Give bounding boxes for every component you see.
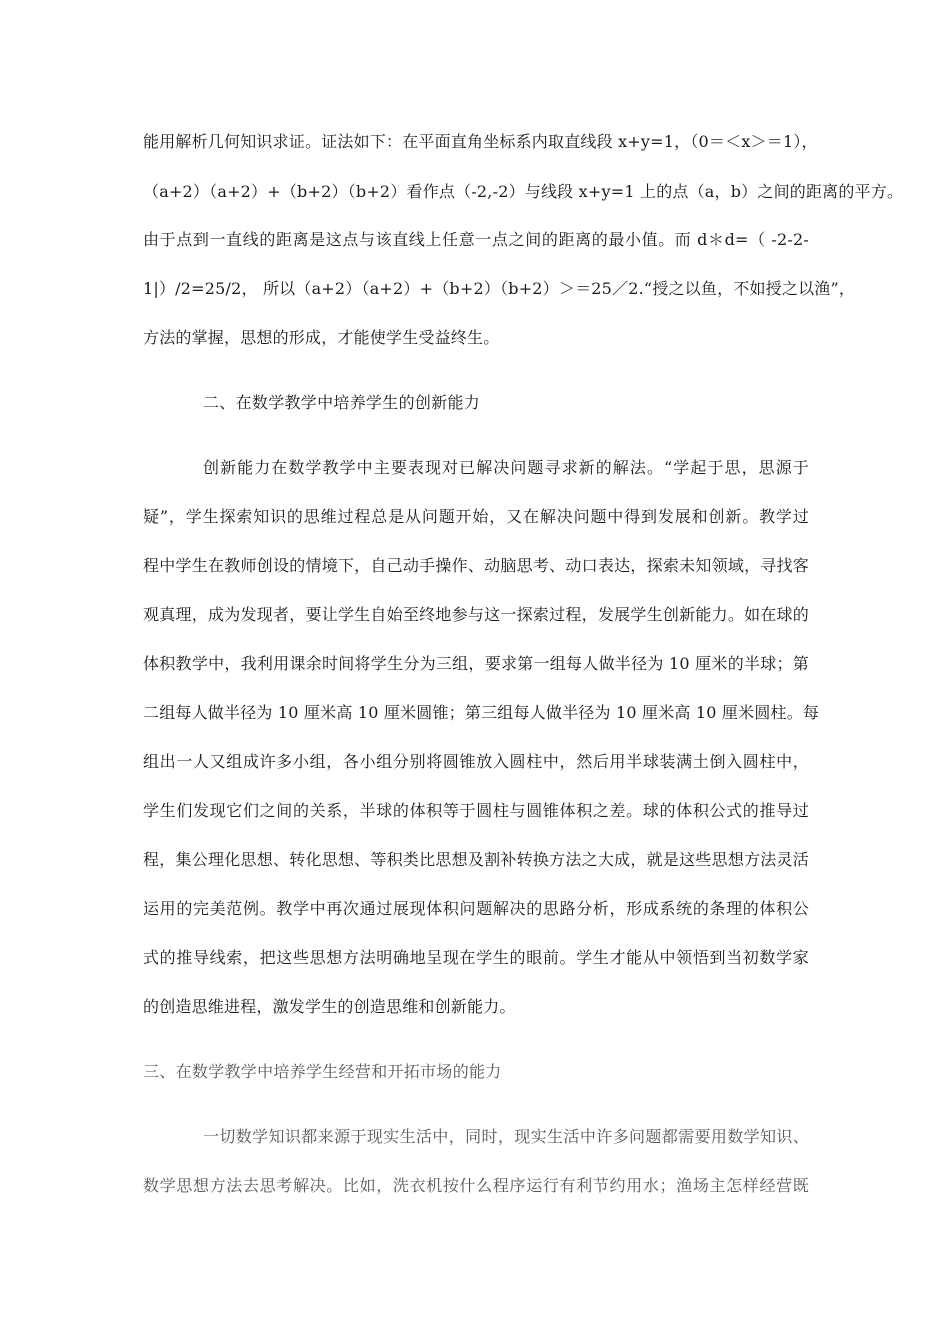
- text-line: 体积教学中，我利用课余时间将学生分为三组，要求第一组每人做半径为 10 厘米的半球；第: [143, 654, 809, 673]
- text-line: 由于点到一直线的距离是这点与该直线上任意一点之间的距离的最小值。而 d＊d=（ -2-2-: [143, 230, 809, 249]
- section-heading-2: 二、在数学教学中培养学生的创新能力: [203, 393, 481, 412]
- text-line: 数学思想方法去思考解决。比如，洗衣机按什么程序运行有利节约用水；渔场主怎样经营既: [143, 1176, 809, 1195]
- text-line: 二组每人做半径为 10 厘米高 10 厘米圆锥；第三组每人做半径为 10 厘米高 10 厘米圆柱。每: [143, 703, 820, 722]
- text-line: （a+2）（a+2）+（b+2）（b+2）看作点（-2,-2）与线段 x+y=1 上的点（a，b）之间的距离的平方。: [143, 182, 904, 201]
- text-line: 疑”，学生探索知识的思维过程总是从问题开始，又在解决问题中得到发展和创新。教学过: [143, 507, 809, 526]
- text-line: 学生们发现它们之间的关系，半球的体积等于圆柱与圆锥体积之差。球的体积公式的推导过: [143, 801, 809, 820]
- text-line: 运用的完美范例。教学中再次通过展现体积问题解决的思路分析，形成系统的条理的体积公: [143, 899, 809, 918]
- text-line: 程中学生在教师创设的情境下，自己动手操作、动脑思考、动口表达，探索未知领域，寻找客: [143, 556, 809, 575]
- text-line: 的创造思维进程，激发学生的创造思维和创新能力。: [143, 997, 516, 1016]
- text-line: 能用解析几何知识求证。证法如下：在平面直角坐标系内取直线段 x+y=1，（0＝＜x＞＝1），: [143, 132, 818, 151]
- text-line: 方法的掌握，思想的形成，才能使学生受益终生。: [143, 328, 500, 347]
- text-line: 一切数学知识都来源于现实生活中，同时，现实生活中许多问题都需要用数学知识、: [203, 1127, 809, 1146]
- text-line: 观真理，成为发现者，要让学生自始至终地参与这一探索过程，发展学生创新能力。如在球的: [143, 605, 809, 624]
- text-line: 式的推导线索，把这些思想方法明确地呈现在学生的眼前。学生才能从中领悟到当初数学家: [143, 948, 809, 967]
- section-heading-3: 三、在数学教学中培养学生经营和开拓市场的能力: [143, 1062, 502, 1081]
- text-line: 创新能力在数学教学中主要表现对已解决问题寻求新的解法。“学起于思，思源于: [203, 458, 809, 477]
- text-line: 组出一人又组成许多小组，各小组分别将圆锥放入圆柱中，然后用半球装满土倒入圆柱中，: [143, 752, 809, 771]
- text-line: 1|）/2=25/2， 所以（a+2）（a+2）+（b+2）（b+2）＞＝25／2.“授之以鱼，不如授之以渔”，: [143, 279, 856, 298]
- text-line: 程，集公理化思想、转化思想、等积类比思想及割补转换方法之大成，就是这些思想方法灵活: [143, 850, 809, 869]
